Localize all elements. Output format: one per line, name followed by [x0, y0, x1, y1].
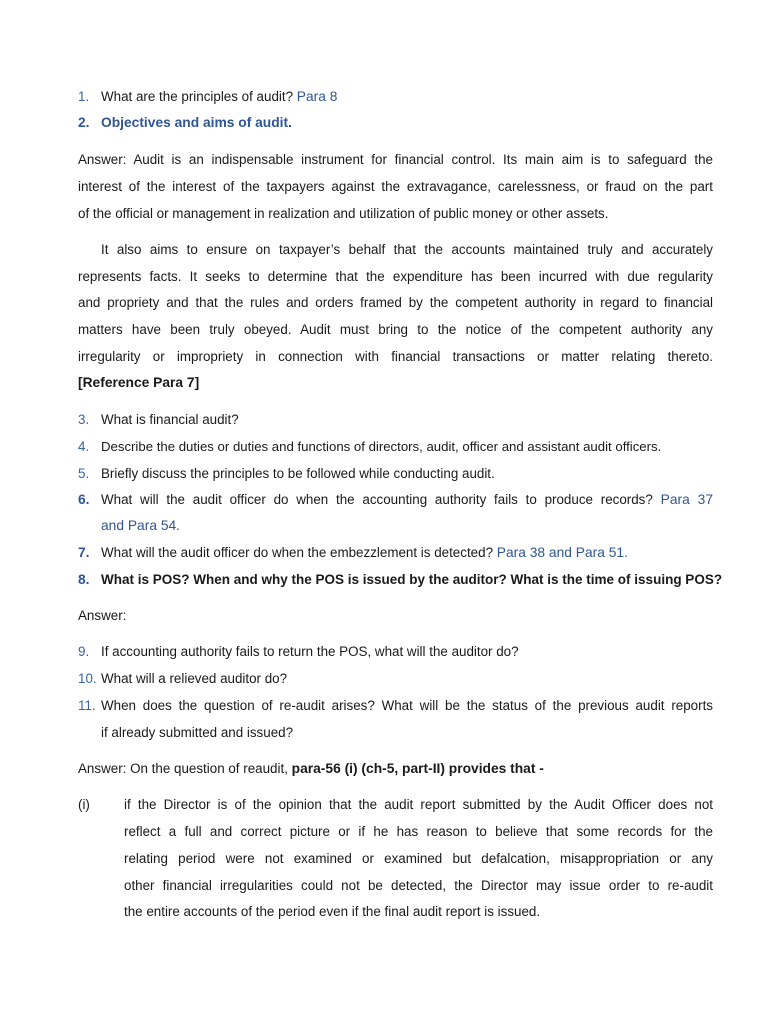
question-3: What is financial audit?: [101, 412, 239, 427]
question-8: What is POS? When and why the POS is issued by the auditor? What is the time of issuing POS?: [101, 572, 723, 587]
question-7: [101, 544, 713, 562]
paragraph-2-line-1: It also aims to ensure on taxpayer’s behalf that the accounts maintained truly and accurately: [101, 242, 713, 257]
item-number-11: 11.: [78, 698, 96, 713]
clause-i-line-5: the entire accounts of the period even if the final audit report is issued.: [124, 904, 541, 919]
answer-2-label: Answer:: [78, 608, 127, 623]
item-number-5: 5.: [78, 466, 90, 481]
clause-i-line-3: relating period were not examined or examined but defalcation, misappropriation or any: [124, 851, 713, 866]
paragraph-2-line-2: represents facts. It seeks to determine that the expenditure has been incurred with due regularity: [78, 269, 713, 284]
question-6: [101, 491, 713, 509]
question-1: [101, 88, 713, 106]
paragraph-2-line-3: and propriety and that the rules and orders framed by the competent authority in regard to financial: [78, 295, 713, 310]
question-2-heading: Objectives and aims of audit.: [101, 115, 292, 130]
question-6-text: What will the audit officer do when the accounting authority fails to produce records?: [101, 492, 653, 507]
answer-3-prefix: Answer: On the question of reaudit,: [78, 761, 288, 776]
item-number-3: 3.: [78, 412, 90, 427]
answer-1-line-3: of the official or management in realization and utilization of public money or other assets.: [78, 206, 609, 221]
item-number-6: 6.: [78, 492, 90, 507]
item-number-4: 4.: [78, 439, 90, 454]
clause-i-line-4: other financial irregularities could not be detected, the Director may issue order to re-audit: [124, 878, 713, 893]
answer-3-bold-reference: para-56 (i) (ch-5, part-II) provides that -: [291, 761, 544, 776]
clause-i-line-1: if the Director is of the opinion that the audit report submitted by the Audit Officer does not: [124, 797, 713, 812]
question-7-reference: Para 38 and Para 51.: [496, 545, 628, 560]
question-7-text: What will the audit officer do when the embezzlement is detected?: [101, 545, 494, 560]
question-11-line-2: if already submitted and issued?: [101, 725, 294, 740]
question-6-reference-1: Para 37: [660, 492, 713, 507]
item-number-10: 10.: [78, 671, 97, 686]
item-number-9: 9.: [78, 644, 90, 659]
item-number-7: 7.: [78, 545, 90, 560]
clause-i-marker: (i): [78, 797, 90, 812]
question-9: If accounting authority fails to return the POS, what will the auditor do?: [101, 644, 519, 659]
question-5: Briefly discuss the principles to be followed while conducting audit.: [101, 466, 495, 481]
answer-1-line-2: interest of the interest of the taxpayers against the extravagance, carelessness, or fraud on the part: [78, 179, 713, 194]
question-11-line-1: When does the question of re-audit arises? What will be the status of the previous audit reports: [101, 698, 713, 713]
clause-i-line-2: reflect a full and correct picture or if he has reason to believe that some records for the: [124, 824, 713, 839]
question-10: What will a relieved auditor do?: [101, 671, 288, 686]
question-1-text: What are the principles of audit?: [101, 89, 294, 104]
item-number-8: 8.: [78, 572, 90, 587]
question-4: Describe the duties or duties and functions of directors, audit, officer and assistant audit officers.: [101, 439, 662, 454]
item-number-1: 1.: [78, 89, 90, 104]
question-6-reference-2: and Para 54.: [101, 518, 181, 533]
question-1-reference: Para 8: [296, 89, 338, 104]
paragraph-2-line-5: irregularity or impropriety in connection with financial transactions or matter relating thereto.: [78, 349, 713, 364]
paragraph-2-line-4: matters have been truly obeyed. Audit must bring to the notice of the competent authority any: [78, 322, 713, 337]
reference-para-7: [Reference Para 7]: [78, 375, 200, 390]
answer-3: [78, 760, 713, 778]
item-number-2: 2.: [78, 115, 90, 130]
answer-1-line-1: Answer: Audit is an indispensable instrument for financial control. Its main aim is to safeguard the: [78, 152, 713, 167]
